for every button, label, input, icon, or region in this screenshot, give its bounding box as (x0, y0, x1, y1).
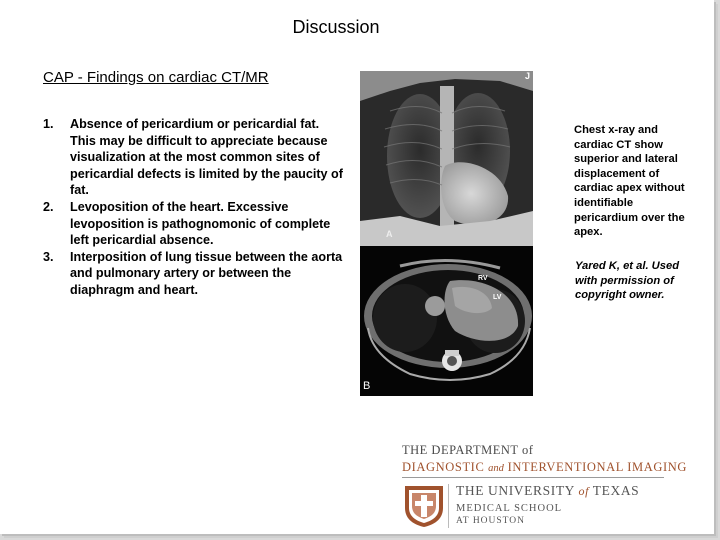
xray-marker: J (525, 71, 531, 81)
dept-name-part2: INTERVENTIONAL IMAGING (507, 460, 688, 474)
findings-list (43, 116, 343, 299)
finding-text: Absence of pericardium or pericardial fat. This may be difficult to appreciate because visualization at the most common sites of pericardial defects is limited by the paucity of fat. (70, 117, 343, 198)
finding-number: 1. (43, 117, 54, 131)
ct-lv-label: LV (493, 294, 502, 301)
dept-name-part1: DIAGNOSTIC (402, 460, 485, 474)
logo-vertical-divider (448, 484, 449, 528)
xray-panel-label: A (386, 229, 393, 239)
university-name-part1: THE UNIVERSITY (456, 483, 575, 498)
finding-text: Interposition of lung tissue between the aorta and pulmonary artery or between the diaphragm and heart. (70, 249, 343, 297)
dept-name-line1: THE DEPARTMENT of (402, 443, 534, 457)
finding-item (43, 249, 343, 299)
figure-credit: Yared K, et al. Used with permission of copyright owner. (575, 260, 680, 302)
ct-rv-label: RV (478, 275, 488, 282)
dept-name-line2 (402, 460, 687, 475)
figure-caption: Chest x-ray and cardiac CT show superior and lateral displacement of cardiac apex without identifiable pericardium over the apex. (574, 124, 685, 239)
finding-text: Levoposition of the heart. Excessive levoposition is pathognomonic of complete left pericardial absence. (70, 199, 331, 248)
cardiac-ct-drawing (360, 246, 533, 396)
finding-number: 3. (43, 249, 54, 264)
slide-title: Discussion (292, 17, 380, 37)
finding-item (43, 199, 343, 249)
slide-subtitle: CAP - Findings on cardiac CT/MR (43, 69, 269, 86)
university-name (456, 483, 639, 499)
medical-school-line1: MEDICAL SCHOOL (456, 503, 563, 514)
finding-item (43, 116, 343, 199)
ct-panel-label: B (363, 380, 371, 392)
university-name-part2: TEXAS (592, 483, 640, 498)
chest-xray-image (360, 71, 533, 246)
logo-divider (402, 477, 664, 478)
finding-number: 2. (43, 199, 54, 214)
ut-shield-icon (403, 484, 445, 528)
dept-name-and: and (488, 463, 504, 474)
medical-school-line2: AT HOUSTON (456, 516, 526, 526)
chest-xray-drawing (360, 71, 533, 246)
university-name-of: of (578, 484, 590, 498)
cardiac-ct-image (360, 246, 533, 396)
